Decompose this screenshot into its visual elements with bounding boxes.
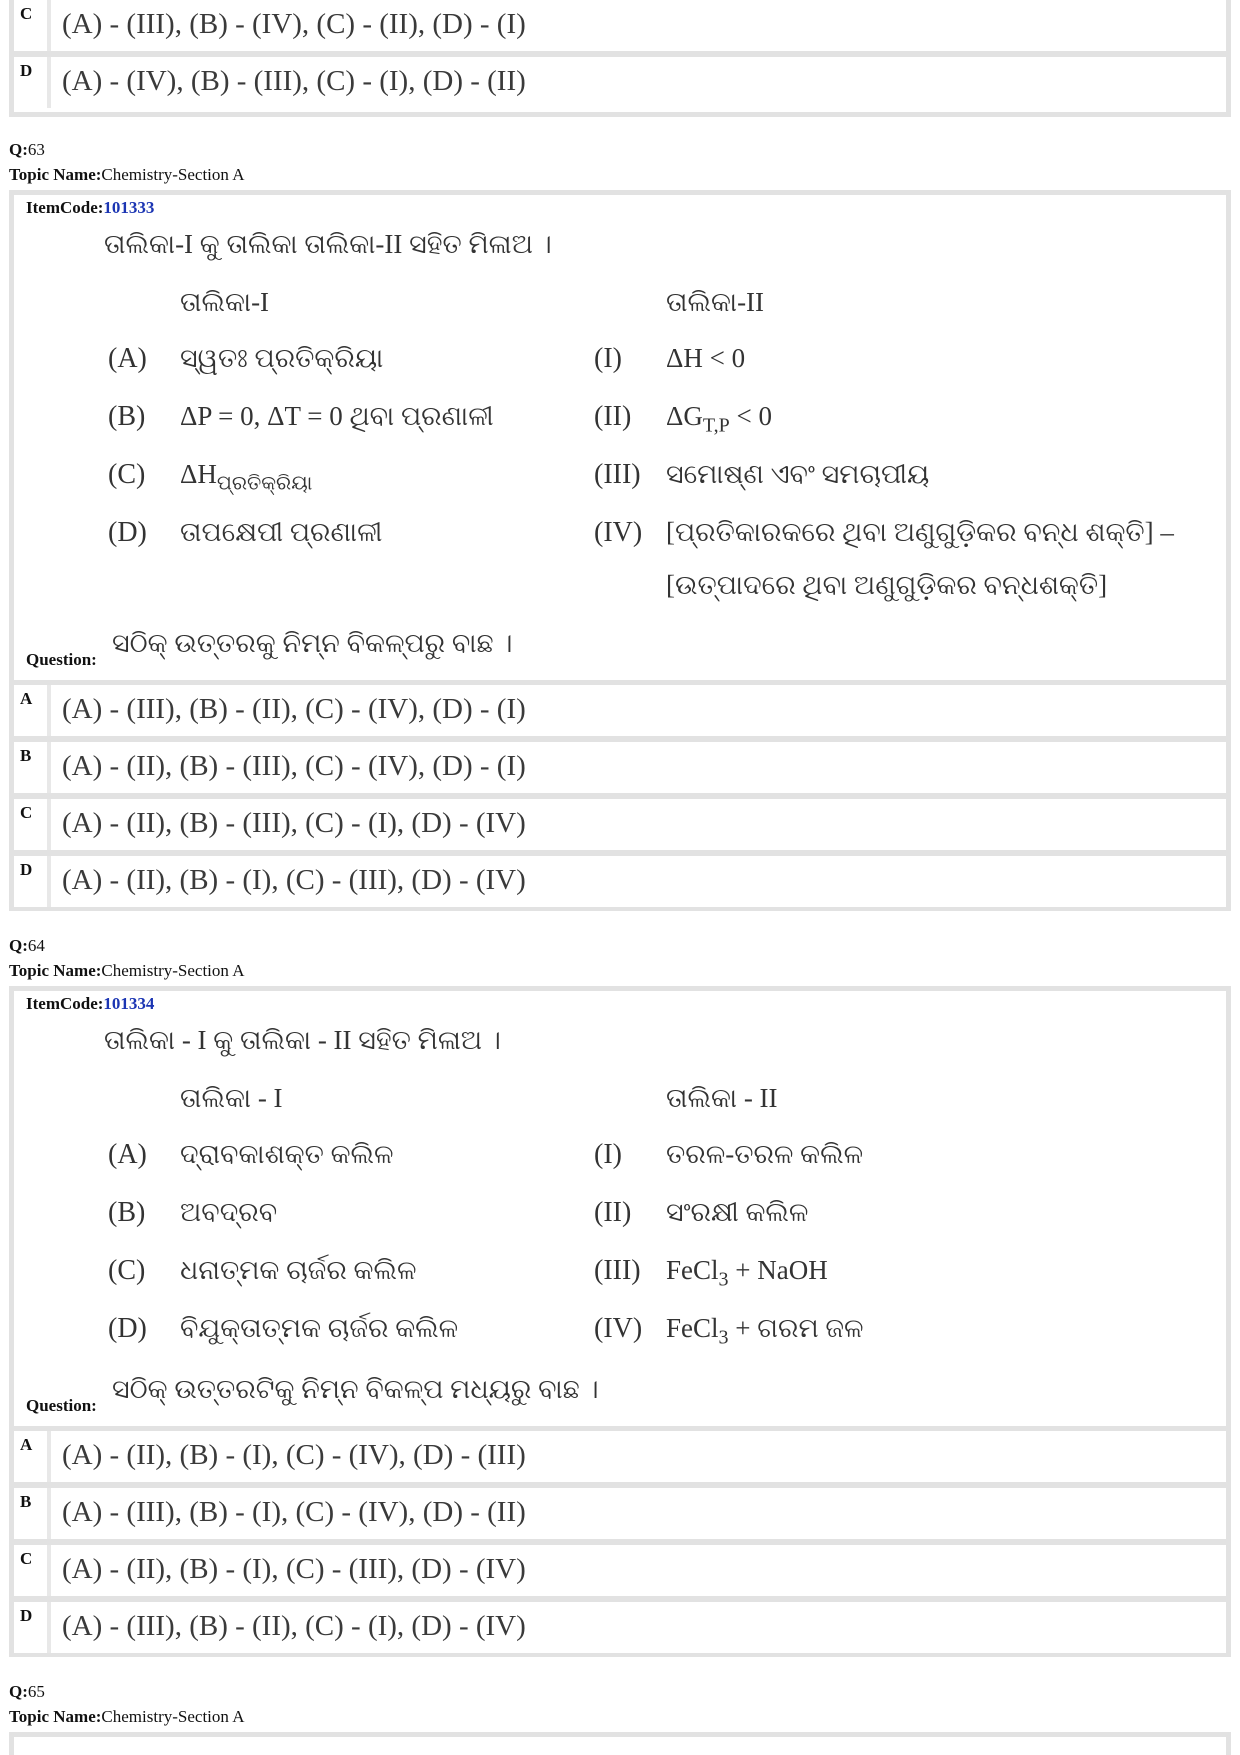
list1-label: (A): [108, 343, 147, 374]
option-divider: [47, 856, 51, 907]
list2-heading: ତାଲିକା - II: [666, 1083, 778, 1113]
list2-item: ତରଳ-ତରଳ କଲିଳ: [666, 1139, 864, 1169]
question-number: Q:65: [9, 1682, 45, 1701]
list1-label: (D): [108, 1313, 147, 1344]
list2-label: (I): [594, 1139, 622, 1170]
option-divider: [47, 1488, 51, 1539]
question-stem: ତାଲିକା - I କୁ ତାଲିକା - II ସହିତ ମିଳାଅ ।: [104, 1025, 501, 1055]
list1-label: (C): [108, 1255, 146, 1286]
item-code: ItemCode:101333: [26, 198, 155, 217]
list2-label: (II): [594, 1197, 632, 1228]
question-label: Question:: [26, 1396, 97, 1415]
option-letter: B: [20, 1492, 32, 1511]
list2-item: ΔH < 0: [666, 343, 746, 373]
option-letter: D: [20, 860, 33, 879]
q63-options-block: [9, 680, 1231, 911]
option-letter: D: [20, 1606, 33, 1625]
option-text: (A) - (III), (B) - (I), (C) - (IV), (D) - (II): [62, 1496, 526, 1528]
list1-heading: ତାଲିକା-I: [180, 287, 270, 317]
option-letter: C: [20, 4, 33, 23]
list2-item: ସଂରକ୍ଷୀ କଲିଳ: [666, 1197, 809, 1227]
question-text: ସଠିକ୍ ଉତ୍ତରଟିକୁ ନିମ୍ନ ବିକଳ୍ପ ମଧ୍ୟରୁ ବାଛ ।: [112, 1374, 599, 1404]
list2-item: FeCl$_3$ + ଗରମ ଜଳ: [666, 1313, 864, 1349]
list1-label: (A): [108, 1139, 147, 1170]
list1-item: ଅବଦ୍ରବ: [180, 1197, 278, 1227]
list1-item: ସ୍ୱତଃ ପ୍ରତିକ୍ରିୟା: [180, 343, 384, 373]
option-c[interactable]: [14, 1545, 1226, 1602]
list2-label: (IV): [594, 517, 643, 548]
topic-name: Topic Name:Chemistry-Section A: [9, 1707, 245, 1726]
question-stem: ତାଲିକା-I କୁ ତାଲିକା ତାଲିକା-II ସହିତ ମିଳାଅ ।: [104, 229, 552, 259]
list1-label: (B): [108, 1197, 146, 1228]
list1-item: $\Delta H_{ପ୍ରତିକ୍ରିୟା}$: [180, 459, 313, 495]
q65-stem-block: [9, 1732, 1231, 1755]
q64-options-block: [9, 1426, 1231, 1657]
list1-item: ଧନାତ୍ମକ ଚାର୍ଜର କଲିଳ: [180, 1255, 417, 1285]
option-divider: [47, 57, 51, 108]
topic-name: Topic Name:Chemistry-Section A: [9, 961, 245, 980]
topic-name: Topic Name:Chemistry-Section A: [9, 165, 245, 184]
list2-label: (III): [594, 1255, 641, 1286]
list1-item: ଦ୍ରାବକାଶକ୍ତ କଲିଳ: [180, 1139, 394, 1169]
question-number: Q:64: [9, 936, 45, 955]
list2-item: [ପ୍ରତିକାରକରେ ଥିବା ଅଣୁଗୁଡ଼ିକର ବନ୍ଧ ଶକ୍ତି] –: [666, 517, 1174, 547]
option-divider: [47, 1431, 51, 1482]
option-c[interactable]: [14, 0, 1226, 57]
option-text: (A) - (II), (B) - (III), (C) - (IV), (D) - (I): [62, 750, 526, 782]
option-letter: C: [20, 1549, 33, 1568]
question-label: Question:: [26, 650, 97, 669]
option-d[interactable]: [14, 856, 1226, 907]
option-text: (A) - (II), (B) - (III), (C) - (I), (D) - (IV): [62, 807, 526, 839]
option-text: (A) - (II), (B) - (I), (C) - (III), (D) - (IV): [62, 864, 526, 896]
list2-label: (III): [594, 459, 641, 490]
option-d[interactable]: [14, 57, 1226, 108]
list1-label: (B): [108, 401, 146, 432]
q64-stem-block: [9, 986, 1231, 1426]
option-letter: C: [20, 803, 33, 822]
list2-label: (I): [594, 343, 622, 374]
item-code: ItemCode:101334: [26, 994, 155, 1013]
option-letter: D: [20, 61, 33, 80]
option-divider: [47, 0, 51, 51]
list2-item: ସମୋଷ୍ଣ ଏବଂ ସମଚାପୀୟ: [666, 459, 930, 489]
option-letter: B: [20, 746, 32, 765]
option-divider: [47, 742, 51, 793]
list2-item: $\Delta G_{T,P} < 0$: [666, 401, 772, 437]
option-a[interactable]: [14, 685, 1226, 742]
option-a[interactable]: [14, 1431, 1226, 1488]
list1-item: ବିଯୁକ୍ତାତ୍ମକ ଚାର୍ଜର କଲିଳ: [180, 1313, 459, 1343]
option-text: (A) - (III), (B) - (II), (C) - (IV), (D) - (I): [62, 693, 526, 725]
option-divider: [47, 1545, 51, 1596]
option-divider: [47, 799, 51, 850]
option-text: (A) - (III), (B) - (II), (C) - (I), (D) - (IV): [62, 1610, 526, 1642]
prev-options-block: [9, 0, 1231, 117]
list2-heading: ତାଲିକା-II: [666, 287, 765, 317]
question-number: Q:63: [9, 140, 45, 159]
option-letter: A: [20, 689, 33, 708]
list2-label: (II): [594, 401, 632, 432]
option-text: (A) - (II), (B) - (I), (C) - (III), (D) - (IV): [62, 1553, 526, 1585]
list1-heading: ତାଲିକା - I: [180, 1083, 283, 1113]
question-text: ସଠିକ୍ ଉତ୍ତରକୁ ନିମ୍ନ ବିକଳ୍ପରୁ ବାଛ ।: [112, 628, 513, 658]
option-divider: [47, 1602, 51, 1653]
option-c[interactable]: [14, 799, 1226, 856]
option-b[interactable]: [14, 742, 1226, 799]
option-letter: A: [20, 1435, 33, 1454]
list1-label: (C): [108, 459, 146, 490]
list2-item: FeCl$_3$ + NaOH: [666, 1255, 828, 1291]
q63-stem-block: [9, 190, 1231, 680]
list1-item: ΔP = 0, ΔT = 0 ଥିବା ପ୍ରଣାଳୀ: [180, 401, 494, 431]
option-b[interactable]: [14, 1488, 1226, 1545]
option-text: (A) - (IV), (B) - (III), (C) - (I), (D) - (II): [62, 65, 526, 97]
option-text: (A) - (II), (B) - (I), (C) - (IV), (D) - (III): [62, 1439, 526, 1471]
option-divider: [47, 685, 51, 736]
list1-item: ତାପକ୍ଷେପୀ ପ୍ରଣାଳୀ: [180, 517, 383, 547]
list1-label: (D): [108, 517, 147, 548]
option-text: (A) - (III), (B) - (IV), (C) - (II), (D) - (I): [62, 8, 526, 40]
list2-label: (IV): [594, 1313, 643, 1344]
list2-item-continued: [ଉତ୍ପାଦରେ ଥିବା ଅଣୁଗୁଡ଼ିକର ବନ୍ଧଶକ୍ତି]: [666, 570, 1108, 600]
option-d[interactable]: [14, 1602, 1226, 1653]
